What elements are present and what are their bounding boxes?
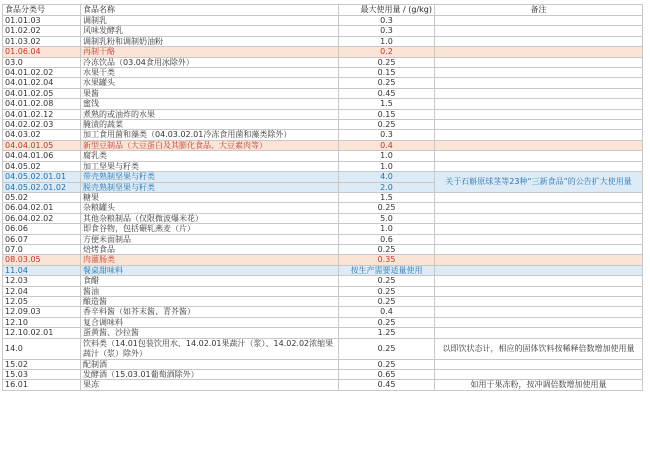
table-header-row (3, 5, 643, 16)
cell-food-name: 酿造酱 (81, 296, 339, 306)
cell-food-name: 调制乳粉和调制奶油粉 (81, 36, 339, 46)
cell-note (435, 68, 643, 78)
header-max-usage: 最大使用量 / (g/kg) (339, 5, 435, 16)
table-row (3, 286, 643, 296)
table-row (3, 359, 643, 369)
cell-code: 05.02 (3, 192, 81, 202)
cell-food-name: 饮料类（14.01包装饮用水、14.02.01果蔬汁（浆）、14.02.02浓缩果蔬汁（浆）除外） (81, 338, 339, 359)
cell-note: 如用于果冻粉，按冲调倍数增加使用量 (435, 380, 643, 390)
cell-note (435, 57, 643, 67)
cell-max-usage: 0.65 (339, 370, 435, 380)
cell-max-usage: 0.25 (339, 296, 435, 306)
table-row (3, 265, 643, 275)
cell-food-name: 水果罐头 (81, 78, 339, 88)
cell-food-name: 加工坚果与籽类 (81, 161, 339, 171)
table-row (3, 203, 643, 213)
table-row (3, 276, 643, 286)
cell-food-name: 腌渍的蔬菜 (81, 120, 339, 130)
cell-food-name: 肉灌肠类 (81, 255, 339, 265)
table-row (3, 26, 643, 36)
cell-code: 04.04.01.05 (3, 140, 81, 150)
cell-code: 01.03.02 (3, 36, 81, 46)
cell-food-name: 其他杂粮制品（仅限微波爆米花） (81, 213, 339, 223)
cell-max-usage: 0.6 (339, 234, 435, 244)
cell-note (435, 36, 643, 46)
cell-food-name: 风味发酵乳 (81, 26, 339, 36)
cell-code: 12.10 (3, 317, 81, 327)
cell-food-name: 方便米面制品 (81, 234, 339, 244)
cell-max-usage: 0.2 (339, 47, 435, 57)
cell-code: 04.03.02 (3, 130, 81, 140)
cell-max-usage: 0.25 (339, 57, 435, 67)
cell-food-name: 复合调味料 (81, 317, 339, 327)
cell-note (435, 47, 643, 57)
cell-food-name: 腐乳类 (81, 151, 339, 161)
cell-code: 12.04 (3, 286, 81, 296)
cell-note (435, 286, 643, 296)
cell-code: 12.09.03 (3, 307, 81, 317)
cell-max-usage: 0.45 (339, 380, 435, 390)
cell-max-usage: 4.0 (339, 172, 435, 182)
cell-food-name: 加工食用菌和藻类（04.03.02.01冷冻食用菌和藻类除外） (81, 130, 339, 140)
table-row (3, 244, 643, 254)
cell-note (435, 78, 643, 88)
table-row (3, 224, 643, 234)
cell-note (435, 109, 643, 119)
cell-max-usage: 0.3 (339, 130, 435, 140)
cell-code: 04.01.02.02 (3, 68, 81, 78)
cell-max-usage: 0.25 (339, 317, 435, 327)
cell-code: 04.01.02.08 (3, 99, 81, 109)
cell-food-name: 冷冻饮品（03.04食用冰除外） (81, 57, 339, 67)
cell-note (435, 328, 643, 338)
cell-note (435, 276, 643, 286)
cell-code: 08.03.05 (3, 255, 81, 265)
table-row (3, 328, 643, 338)
cell-note-merged: 关于石斛原球茎等23种“三新食品”的公告扩大使用量 (435, 172, 643, 193)
cell-food-name: 带壳熟制坚果与籽类 (81, 172, 339, 182)
table-row (3, 47, 643, 57)
cell-note (435, 224, 643, 234)
cell-code: 04.02.02.03 (3, 120, 81, 130)
table-row (3, 16, 643, 26)
cell-food-name: 配制酒 (81, 359, 339, 369)
cell-note (435, 192, 643, 202)
cell-code: 14.0 (3, 338, 81, 359)
cell-max-usage: 1.0 (339, 151, 435, 161)
cell-food-name: 果冻 (81, 380, 339, 390)
cell-max-usage: 0.3 (339, 26, 435, 36)
cell-note (435, 359, 643, 369)
cell-max-usage: 1.0 (339, 161, 435, 171)
cell-note (435, 140, 643, 150)
cell-note (435, 26, 643, 36)
header-code: 食品分类号 (3, 5, 81, 16)
cell-code: 01.02.02 (3, 26, 81, 36)
cell-note (435, 120, 643, 130)
table-row (3, 130, 643, 140)
cell-code: 04.04.01.06 (3, 151, 81, 161)
cell-note (435, 307, 643, 317)
table-row (3, 36, 643, 46)
table-row (3, 151, 643, 161)
cell-food-name: 果酱 (81, 88, 339, 98)
cell-food-name: 糖果 (81, 192, 339, 202)
cell-code: 11.04 (3, 265, 81, 275)
table-row (3, 380, 643, 390)
cell-note: 以即饮状态计，相应的固体饮料按稀释倍数增加使用量 (435, 338, 643, 359)
table-row (3, 296, 643, 306)
cell-code: 04.01.02.12 (3, 109, 81, 119)
cell-code: 06.04.02.01 (3, 203, 81, 213)
cell-max-usage: 0.15 (339, 109, 435, 119)
cell-max-usage: 1.5 (339, 99, 435, 109)
header-name: 食品名称 (81, 5, 339, 16)
table-row (3, 88, 643, 98)
cell-note (435, 265, 643, 275)
table-row (3, 78, 643, 88)
cell-max-usage: 2.0 (339, 182, 435, 192)
table-row (3, 317, 643, 327)
cell-food-name: 食醋 (81, 276, 339, 286)
cell-note (435, 244, 643, 254)
cell-food-name: 蜜饯 (81, 99, 339, 109)
cell-max-usage: 5.0 (339, 213, 435, 223)
cell-max-usage: 0.25 (339, 286, 435, 296)
cell-food-name: 杂粮罐头 (81, 203, 339, 213)
table-row (3, 68, 643, 78)
cell-note (435, 213, 643, 223)
cell-code: 01.01.03 (3, 16, 81, 26)
cell-code: 15.02 (3, 359, 81, 369)
header-note: 备注 (435, 5, 643, 16)
cell-code: 03.0 (3, 57, 81, 67)
cell-food-name: 脱壳熟制坚果与籽类 (81, 182, 339, 192)
cell-note (435, 99, 643, 109)
cell-food-name: 焙烤食品 (81, 244, 339, 254)
cell-code: 04.05.02.01.02 (3, 182, 81, 192)
cell-max-usage: 0.15 (339, 68, 435, 78)
cell-max-usage: 0.25 (339, 78, 435, 88)
cell-max-usage: 0.4 (339, 307, 435, 317)
additive-usage-table (2, 4, 643, 391)
cell-note (435, 317, 643, 327)
cell-code: 07.0 (3, 244, 81, 254)
cell-max-usage: 0.4 (339, 140, 435, 150)
cell-food-name: 蛋黄酱、沙拉酱 (81, 328, 339, 338)
cell-max-usage: 0.3 (339, 16, 435, 26)
cell-max-usage: 0.25 (339, 203, 435, 213)
table-row (3, 234, 643, 244)
cell-note (435, 151, 643, 161)
cell-max-usage: 0.25 (339, 338, 435, 359)
cell-max-usage: 0.35 (339, 255, 435, 265)
cell-food-name: 即食谷物，包括碾轧燕麦（片） (81, 224, 339, 234)
cell-note (435, 296, 643, 306)
cell-max-usage: 0.25 (339, 276, 435, 286)
cell-code: 04.01.02.04 (3, 78, 81, 88)
cell-code: 16.01 (3, 380, 81, 390)
cell-max-usage: 1.25 (339, 328, 435, 338)
cell-max-usage: 0.25 (339, 244, 435, 254)
cell-max-usage: 0.25 (339, 120, 435, 130)
cell-code: 15.03 (3, 370, 81, 380)
cell-code: 12.10.02.01 (3, 328, 81, 338)
cell-max-usage: 1.0 (339, 36, 435, 46)
cell-code: 06.07 (3, 234, 81, 244)
cell-code: 04.01.02.05 (3, 88, 81, 98)
cell-food-name: 发酵酒（15.03.01葡萄酒除外） (81, 370, 339, 380)
cell-food-name: 煮熟的或油炸的水果 (81, 109, 339, 119)
table-row (3, 161, 643, 171)
cell-max-usage: 按生产需要适量使用 (339, 265, 435, 275)
table-row (3, 370, 643, 380)
cell-note (435, 161, 643, 171)
table-row (3, 109, 643, 119)
cell-max-usage: 1.0 (339, 224, 435, 234)
table-row (3, 255, 643, 265)
cell-food-name: 餐桌甜味料 (81, 265, 339, 275)
table-row (3, 57, 643, 67)
table-row (3, 172, 643, 182)
cell-max-usage: 0.25 (339, 359, 435, 369)
table-row (3, 99, 643, 109)
cell-note (435, 234, 643, 244)
table-row (3, 140, 643, 150)
cell-food-name: 再制干酪 (81, 47, 339, 57)
table-row (3, 338, 643, 359)
cell-max-usage: 1.5 (339, 192, 435, 202)
table-row (3, 213, 643, 223)
cell-note (435, 255, 643, 265)
cell-note (435, 203, 643, 213)
table-row (3, 192, 643, 202)
cell-code: 12.05 (3, 296, 81, 306)
cell-max-usage: 0.45 (339, 88, 435, 98)
cell-food-name: 新型豆制品（大豆蛋白及其膨化食品、大豆素肉等） (81, 140, 339, 150)
cell-code: 06.06 (3, 224, 81, 234)
cell-note (435, 370, 643, 380)
cell-food-name: 香辛料酱（如芥末酱、青芥酱） (81, 307, 339, 317)
cell-note (435, 88, 643, 98)
cell-code: 12.03 (3, 276, 81, 286)
cell-note (435, 130, 643, 140)
cell-food-name: 酱油 (81, 286, 339, 296)
table-row (3, 120, 643, 130)
table-body (3, 16, 643, 391)
cell-note (435, 16, 643, 26)
cell-code: 04.05.02.01.01 (3, 172, 81, 182)
cell-food-name: 水果干类 (81, 68, 339, 78)
cell-food-name: 调制乳 (81, 16, 339, 26)
cell-code: 04.05.02 (3, 161, 81, 171)
table-row (3, 307, 643, 317)
cell-code: 06.04.02.02 (3, 213, 81, 223)
cell-code: 01.06.04 (3, 47, 81, 57)
